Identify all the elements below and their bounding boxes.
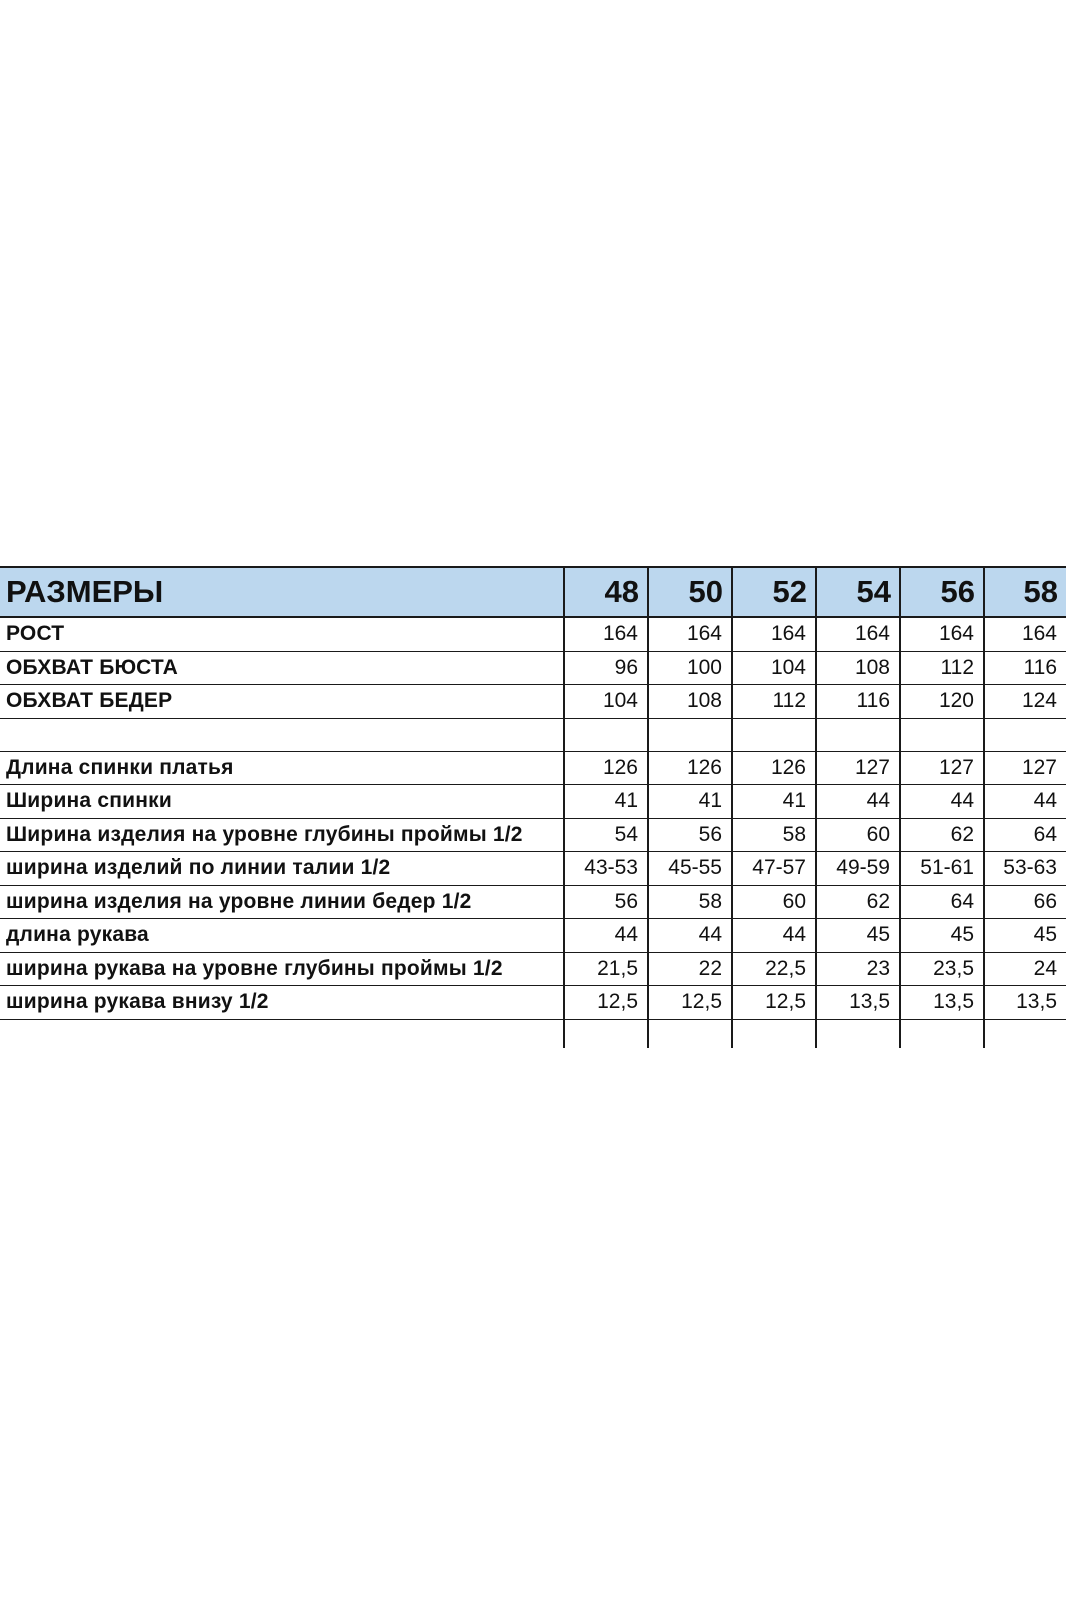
row-label: Ширина спинки [0, 785, 564, 819]
row-value [732, 718, 816, 751]
table-row [0, 617, 1066, 651]
row-value: 41 [732, 785, 816, 819]
table-row [0, 986, 1066, 1020]
table-row [0, 852, 1066, 886]
row-value: 108 [648, 685, 732, 719]
row-value: 41 [648, 785, 732, 819]
row-value: 23 [816, 952, 900, 986]
row-value: 120 [900, 685, 984, 719]
row-value: 13,5 [900, 986, 984, 1020]
row-value [900, 718, 984, 751]
header-size-56: 56 [900, 567, 984, 617]
row-value: 44 [816, 785, 900, 819]
row-value: 127 [984, 751, 1066, 785]
row-value: 126 [732, 751, 816, 785]
row-value: 164 [648, 617, 732, 651]
row-value: 44 [648, 919, 732, 953]
row-value: 45-55 [648, 852, 732, 886]
row-value: 62 [900, 818, 984, 852]
row-label: ОБХВАТ БЕДЕР [0, 685, 564, 719]
row-value: 45 [816, 919, 900, 953]
row-value: 62 [816, 885, 900, 919]
header-size-52: 52 [732, 567, 816, 617]
row-value: 58 [648, 885, 732, 919]
table-row [0, 952, 1066, 986]
header-label: РАЗМЕРЫ [0, 567, 564, 617]
row-value: 64 [984, 818, 1066, 852]
tail-cell [0, 1019, 564, 1048]
tail-cell [900, 1019, 984, 1048]
tail-cell [732, 1019, 816, 1048]
header-size-58: 58 [984, 567, 1066, 617]
row-value: 126 [648, 751, 732, 785]
row-value: 100 [648, 651, 732, 685]
header-size-48: 48 [564, 567, 648, 617]
row-label: ширина рукава внизу 1/2 [0, 986, 564, 1020]
row-value: 164 [984, 617, 1066, 651]
tail-cell [648, 1019, 732, 1048]
table-row-blank [0, 718, 1066, 751]
row-value: 66 [984, 885, 1066, 919]
row-value: 127 [816, 751, 900, 785]
tail-cell [984, 1019, 1066, 1048]
row-value: 64 [900, 885, 984, 919]
row-value: 53-63 [984, 852, 1066, 886]
table-header-row [0, 567, 1066, 617]
row-value: 21,5 [564, 952, 648, 986]
row-value: 126 [564, 751, 648, 785]
size-chart-table [0, 566, 1066, 1048]
row-value: 164 [900, 617, 984, 651]
header-size-50: 50 [648, 567, 732, 617]
row-value: 44 [732, 919, 816, 953]
row-value [648, 718, 732, 751]
row-value: 12,5 [564, 986, 648, 1020]
row-value: 12,5 [732, 986, 816, 1020]
row-value: 108 [816, 651, 900, 685]
row-value: 41 [564, 785, 648, 819]
row-value: 43-53 [564, 852, 648, 886]
row-value: 124 [984, 685, 1066, 719]
tail-cell [816, 1019, 900, 1048]
row-value: 22,5 [732, 952, 816, 986]
row-value: 24 [984, 952, 1066, 986]
row-value: 23,5 [900, 952, 984, 986]
table-row [0, 919, 1066, 953]
row-label: ширина изделия на уровне линии бедер 1/2 [0, 885, 564, 919]
row-value: 51-61 [900, 852, 984, 886]
row-value: 60 [732, 885, 816, 919]
row-value: 56 [648, 818, 732, 852]
row-value: 164 [816, 617, 900, 651]
row-value: 116 [984, 651, 1066, 685]
row-value: 116 [816, 685, 900, 719]
row-value: 112 [900, 651, 984, 685]
table-row [0, 885, 1066, 919]
row-label: ширина рукава на уровне глубины проймы 1/2 [0, 952, 564, 986]
row-value: 44 [900, 785, 984, 819]
row-value: 96 [564, 651, 648, 685]
tail-cell [564, 1019, 648, 1048]
row-value: 60 [816, 818, 900, 852]
row-label [0, 718, 564, 751]
row-value: 56 [564, 885, 648, 919]
row-value: 164 [732, 617, 816, 651]
table-row [0, 685, 1066, 719]
table-row [0, 651, 1066, 685]
row-value [816, 718, 900, 751]
row-label: длина рукава [0, 919, 564, 953]
row-value: 22 [648, 952, 732, 986]
header-size-54: 54 [816, 567, 900, 617]
row-value: 45 [900, 919, 984, 953]
row-label: ширина изделий по линии талии 1/2 [0, 852, 564, 886]
row-value: 49-59 [816, 852, 900, 886]
row-value: 164 [564, 617, 648, 651]
row-value: 44 [984, 785, 1066, 819]
row-label: ОБХВАТ БЮСТА [0, 651, 564, 685]
row-value: 127 [900, 751, 984, 785]
row-label: Ширина изделия на уровне глубины проймы 1/2 [0, 818, 564, 852]
row-label: Длина спинки платья [0, 751, 564, 785]
row-value [564, 718, 648, 751]
table-row-tail [0, 1019, 1066, 1048]
row-value: 13,5 [816, 986, 900, 1020]
row-value [984, 718, 1066, 751]
row-value: 58 [732, 818, 816, 852]
table-row [0, 751, 1066, 785]
row-value: 12,5 [648, 986, 732, 1020]
row-value: 47-57 [732, 852, 816, 886]
row-value: 13,5 [984, 986, 1066, 1020]
table-row [0, 785, 1066, 819]
row-value: 45 [984, 919, 1066, 953]
row-value: 104 [732, 651, 816, 685]
row-value: 112 [732, 685, 816, 719]
row-value: 104 [564, 685, 648, 719]
row-value: 54 [564, 818, 648, 852]
row-value: 44 [564, 919, 648, 953]
row-label: РОСТ [0, 617, 564, 651]
table-row [0, 818, 1066, 852]
